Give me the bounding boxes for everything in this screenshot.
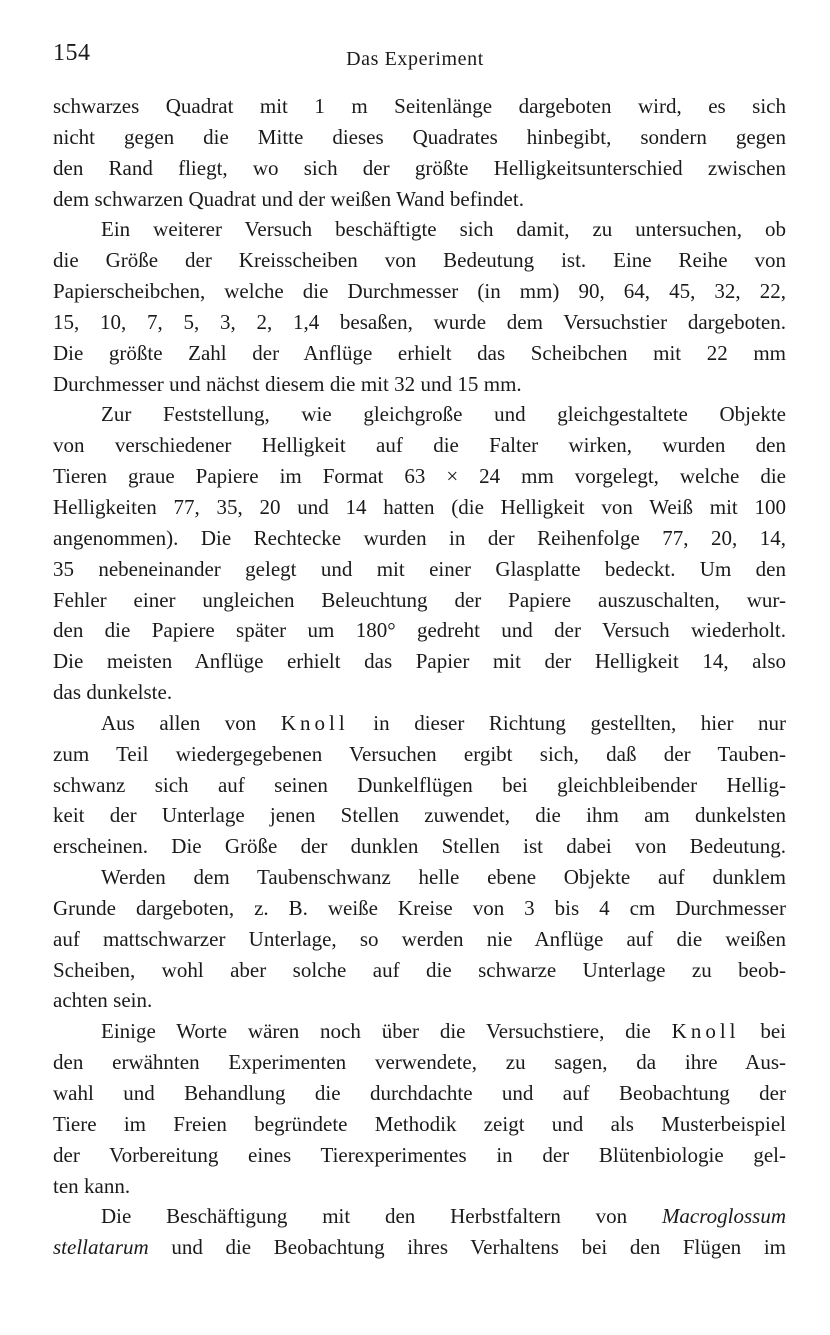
text-line: Werden dem Taubenschwanz helle ebene Objekte auf dunklem: [101, 865, 786, 890]
text-line: Helligkeiten 77, 35, 20 und 14 hatten (die Helligkeit von Weiß mit 100: [53, 494, 786, 519]
text-line: den erwähnten Experimenten verwendete, zu sagen, da ihre Aus-: [53, 1050, 786, 1075]
text-line: Durchmesser und nächst diesem die mit 32 und 15 mm.: [53, 371, 522, 396]
paragraph: [53, 862, 786, 1016]
text-line: Die Beschäftigung mit den Herbstfaltern von Macroglossum: [101, 1204, 786, 1229]
text-line: Fehler einer ungleichen Beleuchtung der Papiere auszuschalten, wur-: [53, 587, 786, 612]
text-line: angenommen). Die Rechtecke wurden in der Reihenfolge 77, 20, 14,: [53, 525, 786, 550]
text-line: ten kann.: [53, 1173, 131, 1198]
paragraph: [53, 214, 786, 399]
text-line: Tieren graue Papiere im Format 63 × 24 mm vorgelegt, welche die: [53, 464, 786, 489]
text-line: keit der Unterlage jenen Stellen zuwendet, die ihm am dunkelsten: [53, 803, 786, 828]
paragraph: [53, 91, 786, 214]
text-line: 35 nebeneinander gelegt und mit einer Glasplatte bedeckt. Um den: [53, 556, 786, 581]
text-line: erscheinen. Die Größe der dunklen Stellen ist dabei von Bedeutung.: [53, 834, 786, 859]
text-line: nicht gegen die Mitte dieses Quadrates hinbegibt, sondern gegen: [53, 124, 786, 149]
paragraph: [53, 399, 786, 707]
author-name: Knoll: [671, 1019, 740, 1044]
species-name: Macroglossum: [661, 1204, 786, 1229]
page-number: 154: [53, 40, 91, 66]
text-line: achten sein.: [53, 988, 153, 1013]
text-line: schwarzes Quadrat mit 1 m Seitenlänge dargeboten wird, es sich: [53, 94, 786, 118]
text-line: stellatarum und die Beobachtung ihres Verhaltens bei den Flügen im: [53, 1235, 786, 1260]
page-header: [0, 40, 830, 80]
body-text: [53, 91, 786, 1263]
paragraph: [53, 708, 786, 862]
author-name: Knoll: [280, 710, 349, 735]
text-line: die Größe der Kreisscheiben von Bedeutung ist. Eine Reihe von: [53, 248, 786, 273]
text-line: Scheiben, wohl aber solche auf die schwarze Unterlage zu beob-: [53, 957, 786, 982]
text-line: dem schwarzen Quadrat und der weißen Wand befindet.: [53, 186, 524, 211]
text-line: den die Papiere später um 180° gedreht und der Versuch wiederholt.: [53, 618, 786, 643]
text-line: auf mattschwarzer Unterlage, so werden nie Anflüge auf die weißen: [53, 926, 786, 951]
text-line: 15, 10, 7, 5, 3, 2, 1,4 besaßen, wurde dem Versuchstier dargeboten.: [53, 309, 786, 334]
text-line: von verschiedener Helligkeit auf die Falter wirken, wurden den: [53, 433, 786, 458]
text-line: wahl und Behandlung die durchdachte und auf Beobachtung der: [53, 1081, 786, 1105]
text-line: Aus allen von Knoll in dieser Richtung gestellten, hier nur: [101, 710, 786, 735]
running-title: Das Experiment: [346, 48, 484, 70]
text-line: Einige Worte wären noch über die Versuchstiere, die Knoll bei: [101, 1019, 786, 1044]
text-line: das dunkelste.: [53, 680, 173, 705]
text-line: schwanz sich auf seinen Dunkelflügen bei gleichbleibender Hellig-: [53, 772, 786, 797]
text-line: Papierscheibchen, welche die Durchmesser (in mm) 90, 64, 45, 32, 22,: [53, 279, 786, 304]
text-line: Tiere im Freien begründete Methodik zeigt und als Musterbeispiel: [53, 1111, 786, 1136]
species-name: stellatarum: [53, 1235, 149, 1260]
paragraph: [53, 1201, 786, 1263]
text-line: Die größte Zahl der Anflüge erhielt das Scheibchen mit 22 mm: [53, 340, 786, 365]
text-line: Die meisten Anflüge erhielt das Papier mit der Helligkeit 14, also: [53, 649, 786, 674]
text-line: Grunde dargeboten, z. B. weiße Kreise von 3 bis 4 cm Durchmesser: [53, 895, 786, 920]
text-line: Ein weiterer Versuch beschäftigte sich damit, zu untersuchen, ob: [101, 217, 786, 242]
text-line: Zur Feststellung, wie gleichgroße und gleichgestaltete Objekte: [101, 402, 786, 427]
text-line: zum Teil wiedergegebenen Versuchen ergibt sich, daß der Tauben-: [53, 741, 786, 766]
text-line: den Rand fliegt, wo sich der größte Helligkeitsunterschied zwischen: [53, 155, 786, 180]
text-line: der Vorbereitung eines Tierexperimentes in der Blütenbiologie gel-: [53, 1142, 786, 1167]
paragraph: [53, 1016, 786, 1201]
